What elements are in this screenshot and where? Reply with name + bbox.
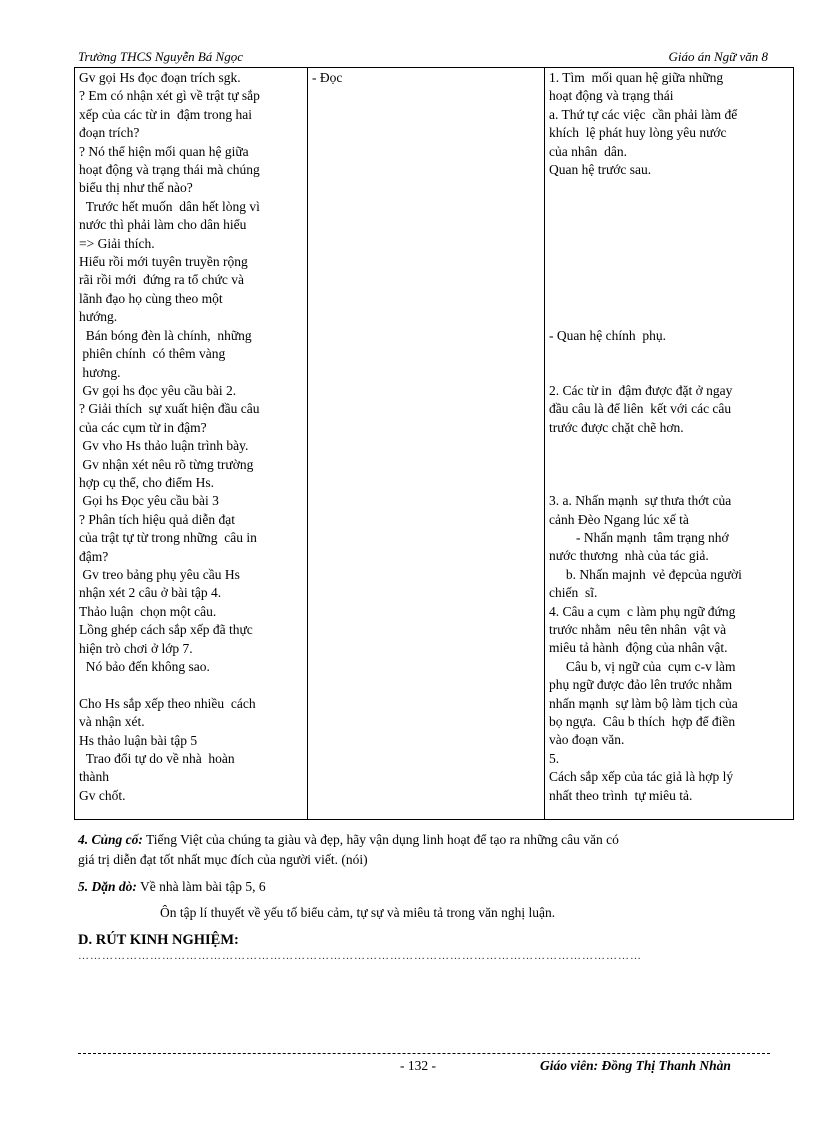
col1-line: Trước hết muốn dân hết lòng vì [79,198,260,214]
col1-line: Gv nhận xét nêu rõ từng trường [79,456,254,472]
col1-line: Lồng ghép cách sắp xếp đã thực [79,622,253,638]
col1-line: Hs thảo luận bài tập 5 [79,732,198,748]
col1-line: xếp của các từ in đậm trong hai [79,106,253,122]
page-header [78,49,768,67]
col1-line: Bán bóng đèn là chính, những [79,327,252,343]
col3-line [549,363,789,381]
col1-line: Gọi hs Đọc yêu cầu bài 3 [79,493,219,509]
school-name: Trường THCS Nguyễn Bá Ngọc [78,49,243,64]
col3-line: đầu câu là để liên kết với các câu [549,401,732,417]
homework-label: 5. Dặn dò: [78,879,137,894]
col1-line: Thảo luận chọn một câu. [79,603,217,619]
consolidation-text-2: giá trị diễn đạt tốt nhất mục đích của người viết. (nói) [78,852,368,867]
col3-line [549,198,789,216]
table-row [75,68,794,820]
col1-line: ? Em có nhận xét gì về trật tự sắp [79,88,260,104]
col1-line: hợp cụ thể, cho điểm Hs. [79,474,214,490]
col3-line [549,308,789,326]
col3-line: của nhân dân. [549,143,627,159]
teacher-name: Giáo viên: Đồng Thị Thanh Nhàn [540,1058,731,1073]
col1-line: rãi rồi mới đứng ra tổ chức và [79,272,244,288]
section-review-label: D. RÚT KINH NGHIỆM: [78,932,239,948]
col1-line: Gv vho Hs thảo luận trình bày. [79,438,249,454]
col1-line: Gv treo bảng phụ yêu cầu Hs [79,566,240,582]
col3-line: chiến sĩ. [549,585,598,601]
col1-line: Nó bảo đến không sao. [79,659,210,674]
col3-line: nước thương nhà của tác giả. [549,548,709,564]
col3-line: Cách sắp xếp của tác giả là hợp lý [549,769,734,785]
col3-line: 1. Tìm mối quan hệ giữa những [549,70,724,85]
col2-line: - Đọc [312,70,343,85]
col3-line [549,216,789,234]
lesson-table [74,67,794,820]
homework-text-1: Về nhà làm bài tập 5, 6 [136,879,266,894]
col3-line: miêu tả hành động của nhân vật. [549,640,728,656]
col1-line [79,676,303,694]
col3-line [549,345,789,363]
col3-line [549,455,789,473]
col3-line: bọ ngựa. Câu b thích hợp để điền [549,714,736,730]
col3-line [549,271,789,289]
col3-line [549,253,789,271]
col1-line: Trao đổi tự do về nhà hoàn [79,751,235,767]
content-column [545,68,794,820]
col1-line: đậm? [79,548,109,564]
col3-line: nhấn mạnh sự làm bộ làm tịch của [549,695,738,711]
col3-line [549,474,789,492]
col1-line: Gv gọi hs đọc yêu cầu bài 2. [79,382,237,398]
consolidation-label: 4. Củng cố: [78,832,143,847]
footer-rule [78,1053,770,1054]
col3-line: vào đoạn văn. [549,732,625,748]
col1-line: nước thì phải làm cho dân hiểu [79,217,247,233]
col1-line: đoạn trích? [79,125,140,141]
col3-line [549,290,789,308]
col1-line: Gv gọi Hs đọc đoạn trích sgk. [79,70,241,85]
col3-line: Câu b, vị ngữ của cụm c-v làm [549,658,736,674]
col3-line: hoạt động và trạng thái [549,88,674,104]
col3-line: Quan hệ trước sau. [549,162,652,178]
section-consolidation [78,830,778,870]
col1-line: lãnh đạo họ cùng theo một [79,290,223,306]
col3-line: b. Nhấn majnh vẻ đẹpcủa người [549,566,742,582]
col1-line: => Giải thích. [79,235,155,251]
section-homework [78,877,778,897]
col3-line [549,179,789,197]
col3-line: 5. [549,750,560,766]
col1-line: ? Phân tích hiệu quả diễn đạt [79,511,235,527]
col3-line [549,437,789,455]
col3-line: - Nhấn mạnh tâm trạng nhớ [549,529,729,545]
col3-line: 3. a. Nhấn mạnh sự thưa thớt của [549,493,732,509]
col1-line: phiên chính có thêm vàng [79,346,226,362]
col1-line: của trật tự từ trong những câu in [79,530,257,546]
col3-line: a. Thứ tự các việc cần phải làm để [549,106,738,122]
col3-line [549,235,789,253]
teacher-activity-column [75,68,308,820]
col3-line: 4. Câu a cụm c làm phụ ngữ đứng [549,603,736,619]
homework-text-2: Ôn tập lí thuyết về yếu tố biểu cảm, tự sự và miêu tả trong văn nghị luận. [160,905,556,920]
col1-line: hướng. [79,309,118,325]
page-number: - 132 - [400,1058,436,1073]
col3-line: cảnh Đèo Ngang lúc xế tà [549,511,689,527]
col3-line: 2. Các từ in đậm được đặt ở ngay [549,382,733,398]
col1-line: ? Giải thích sự xuất hiện đầu câu [79,401,260,417]
col3-line: - Quan hệ chính phụ. [549,327,666,343]
col1-line: và nhận xét. [79,714,145,730]
col1-line: hoạt động và trạng thái mà chúng [79,162,260,178]
review-dotted-line: …………………………………………………………………………………………………………………………… [78,950,642,962]
col3-line: trước được chặt chẽ hơn. [549,419,684,435]
col1-line: hương. [79,364,121,380]
col3-line: trước nhằm nêu tên nhân vật và [549,621,727,637]
col1-line: biểu thị như thế nào? [79,180,193,196]
col1-line: Cho Hs sắp xếp theo nhiều cách [79,695,256,711]
col1-line: của các cụm từ in đậm? [79,419,207,435]
col3-line: nhất theo trình tự miêu tả. [549,787,693,803]
col1-line: ? Nó thể hiện mối quan hệ giữa [79,143,249,159]
col1-line: Hiểu rồi mới tuyên truyền rộng [79,254,248,270]
col1-line: Gv chốt. [79,787,126,803]
col3-line: phụ ngữ được đảo lên trước nhằm [549,677,733,693]
col1-line: hiện trò chơi ở lớp 7. [79,640,193,656]
consolidation-text-1: Tiếng Việt của chúng ta giàu và đẹp, hãy vận dụng linh hoạt để tạo ra những câu văn có [142,832,619,847]
student-activity-column [308,68,545,820]
col1-line: nhận xét 2 câu ở bài tập 4. [79,585,222,601]
col3-line: khích lệ phát huy lòng yêu nước [549,125,727,141]
col1-line: thành [79,769,109,785]
subject-title: Giáo án Ngữ văn 8 [668,49,768,64]
